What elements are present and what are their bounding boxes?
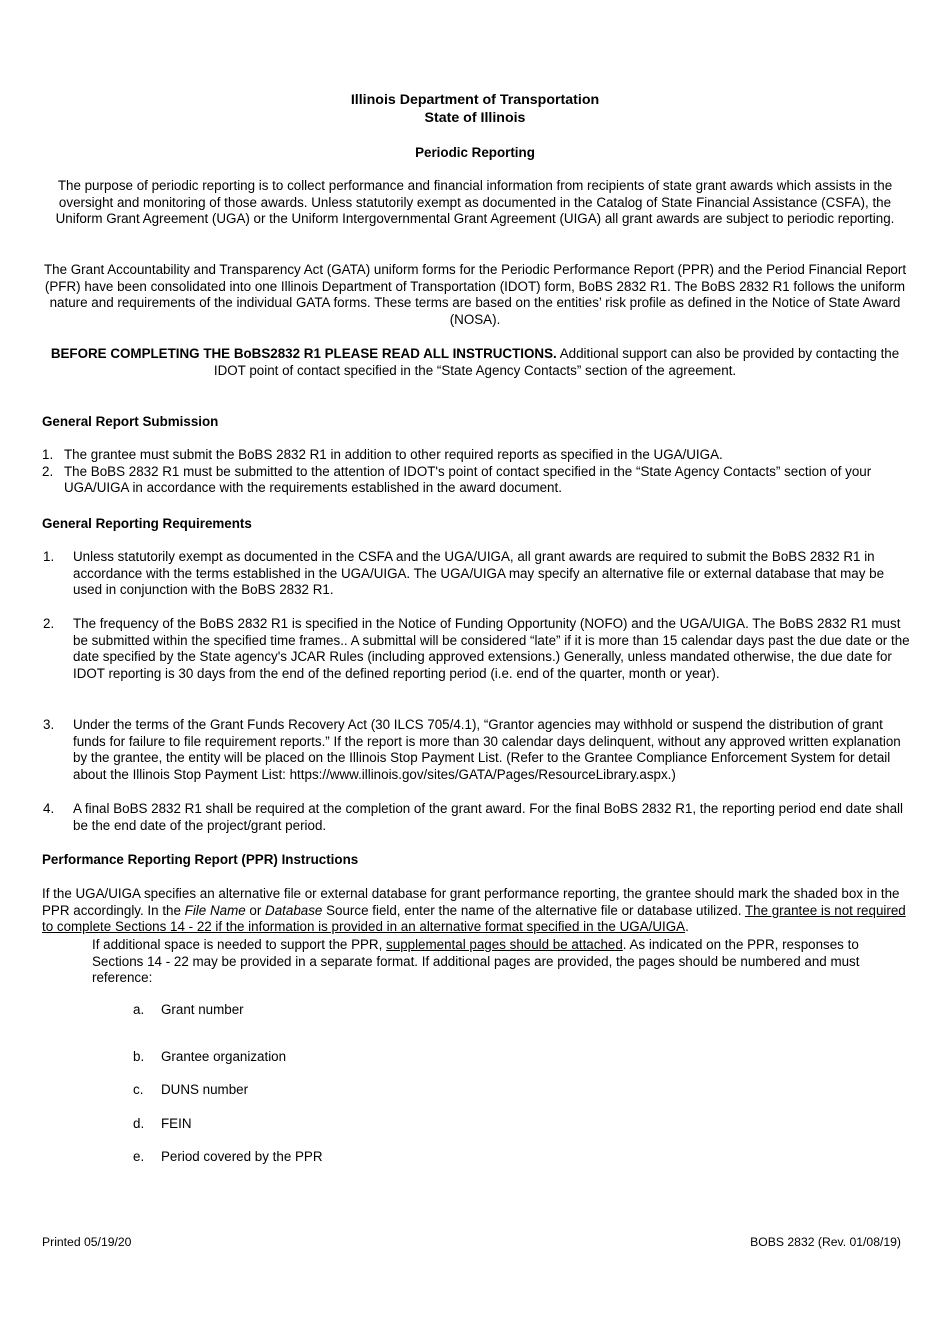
list-item: [43, 801, 913, 834]
ppr-paragraph-2: [92, 937, 907, 987]
list-number: 4.: [43, 801, 55, 816]
list-text: Under the terms of the Grant Funds Recovery Act (30 ILCS 705/4.1), “Grantor agencies may withhold or suspend the distribution of grant funds for failure to file requirement reports.” If the report is more than 30 calendar days delinquent, without any approved written explanation by the grantee, the entity will be placed on the Illinois Stop Payment List. (Refer to the Grantee Compliance Enforcement System for detail about the Illinois Stop Payment List: https://www.illinois.gov/sites/GATA/Pages/ResourceLibrary.aspx.): [73, 717, 901, 782]
ppr-text: .: [685, 919, 689, 935]
list-number: 1.: [42, 447, 54, 462]
intro-paragraph-1: The purpose of periodic reporting is to collect performance and financial information from recipients of state grant awards which assists in the oversight and monitoring of those awards. Unless statutorily exempt as documented in the Catalog of State Financial Assistance (CSFA), the Uniform Grant Agreement (UGA) or the Uniform Intergovernmental Grant Agreement (UIGA) all grant awards are subject to periodic reporting.: [55, 178, 895, 227]
ppr-text: or: [245, 902, 266, 918]
ref-text: Period covered by the PPR: [161, 1149, 323, 1164]
list-item: [43, 616, 913, 682]
list-item: [43, 549, 913, 599]
list-number: 2.: [43, 616, 55, 631]
ref-text: Grantee organization: [161, 1049, 287, 1064]
list-number: 1.: [43, 549, 55, 564]
general-requirements-list-4: [43, 801, 913, 834]
ref-letter: c.: [133, 1082, 144, 1097]
ppr-paragraph-1: [42, 886, 912, 936]
ref-text: Grant number: [161, 1002, 244, 1017]
sections-note-underlined: The grantee is not required to complete Sections 14 - 22 if the information is provided in an alternative format specified in the UGA/UIGA: [42, 902, 906, 935]
ppr-heading: Performance Reporting Report (PPR) Instructions: [42, 852, 359, 867]
list-number: 3.: [43, 717, 55, 732]
intro-paragraph-3: [40, 346, 910, 379]
list-text: The BoBS 2832 R1 must be submitted to the attention of IDOT's point of contact specified in the “State Agency Contacts” section of your UGA/UIGA in accordance with the requirements established in the award document.: [64, 463, 872, 496]
ref-text: FEIN: [161, 1116, 192, 1131]
reference-item-duns-number: [133, 1082, 248, 1099]
supplemental-pages-underlined: supplemental pages should be attached: [386, 937, 623, 952]
state-title: State of Illinois: [424, 110, 526, 126]
list-number: 2.: [42, 463, 54, 479]
ppr-text: If additional space is needed to support the PPR,: [92, 937, 387, 952]
ref-text: DUNS number: [161, 1082, 249, 1097]
general-requirements-list-1: [43, 549, 913, 599]
ref-letter: e.: [133, 1149, 145, 1164]
general-requirements-list-3: [43, 717, 913, 783]
ref-letter: d.: [133, 1116, 145, 1131]
printed-date: Printed 05/19/20: [42, 1235, 132, 1249]
list-item: [42, 447, 912, 464]
reference-item-fein: [133, 1116, 192, 1133]
file-name-term: File Name: [184, 902, 246, 918]
general-submission-list: [42, 447, 912, 497]
instructions-warning: BEFORE COMPLETING THE BoBS2832 R1 PLEASE READ ALL INSTRUCTIONS.: [50, 346, 557, 361]
list-text: The frequency of the BoBS 2832 R1 is specified in the Notice of Funding Opportunity (NOFO) and the UGA/UIGA. The BoBS 2832 R1 must be submitted within the specified time frames.. A submittal will be considered “late” if it is more than 15 calendar days past the due date or the date specified by the State agency's JCAR Rules (including approved extensions.) Generally, unless mandated otherwise, the due date for IDOT reporting is 30 days from the end of the defined reporting period (i.e. end of the quarter, month or year).: [73, 616, 910, 681]
page-title: Periodic Reporting: [415, 145, 535, 160]
reference-item-grantee-organization: [133, 1049, 286, 1066]
database-term: Database: [265, 902, 323, 918]
general-requirements-list-2: [43, 616, 913, 682]
org-title: Illinois Department of Transportation: [350, 92, 600, 108]
list-text: A final BoBS 2832 R1 shall be required at the completion of the grant award. For the final BoBS 2832 R1, the reporting period end date shall be the end date of the project/grant period.: [73, 801, 903, 833]
general-requirements-heading: General Reporting Requirements: [42, 516, 252, 531]
list-item: [43, 717, 913, 783]
ref-letter: a.: [133, 1002, 145, 1017]
reference-item-grant-number: [133, 1002, 244, 1019]
ppr-text: If the UGA/UIGA specifies an alternative file or external database for grant performance reporting, the grantee should mark the shaded box in the PPR accordingly. In the: [42, 886, 900, 918]
list-text: Unless statutorily exempt as documented in the CSFA and the UGA/UIGA, all grant awards are required to submit the BoBS 2832 R1 in accordance with the terms established in the UGA/UIGA. The UGA/UIGA may specify an alternative file or external database that may be used in conjunction with the BoBS 2832 R1.: [73, 549, 885, 598]
reference-item-period-covered: [133, 1149, 323, 1166]
ppr-text: . As indicated on the PPR, responses to Sections 14 - 22 may be provided in a separate format. If additional pages are provided, the pages should be numbered and must reference:: [92, 937, 860, 986]
list-item: [42, 464, 912, 497]
list-text: The grantee must submit the BoBS 2832 R1 in addition to other required reports as specified in the UGA/UIGA.: [64, 447, 723, 462]
form-revision: BOBS 2832 (Rev. 01/08/19): [750, 1235, 901, 1249]
general-submission-heading: General Report Submission: [42, 414, 219, 429]
ppr-text: Source field, enter the name of the alternative file or database utilized.: [322, 902, 745, 918]
ref-letter: b.: [133, 1049, 145, 1064]
support-note: Additional support can also be provided by contacting the IDOT point of contact specified in the “State Agency Contacts” section of the agreement.: [213, 346, 900, 378]
intro-paragraph-2: The Grant Accountability and Transparency Act (GATA) uniform forms for the Periodic Performance Report (PPR) and the Period Financial Report (PFR) have been consolidated into one Illinois Department of Transportation (IDOT) form, BoBS 2832 R1. The BoBS 2832 R1 follows the uniform nature and requirements of the individual GATA forms. These terms are based on the entities’ risk profile as defined in the Notice of State Award (NOSA).: [43, 262, 907, 327]
